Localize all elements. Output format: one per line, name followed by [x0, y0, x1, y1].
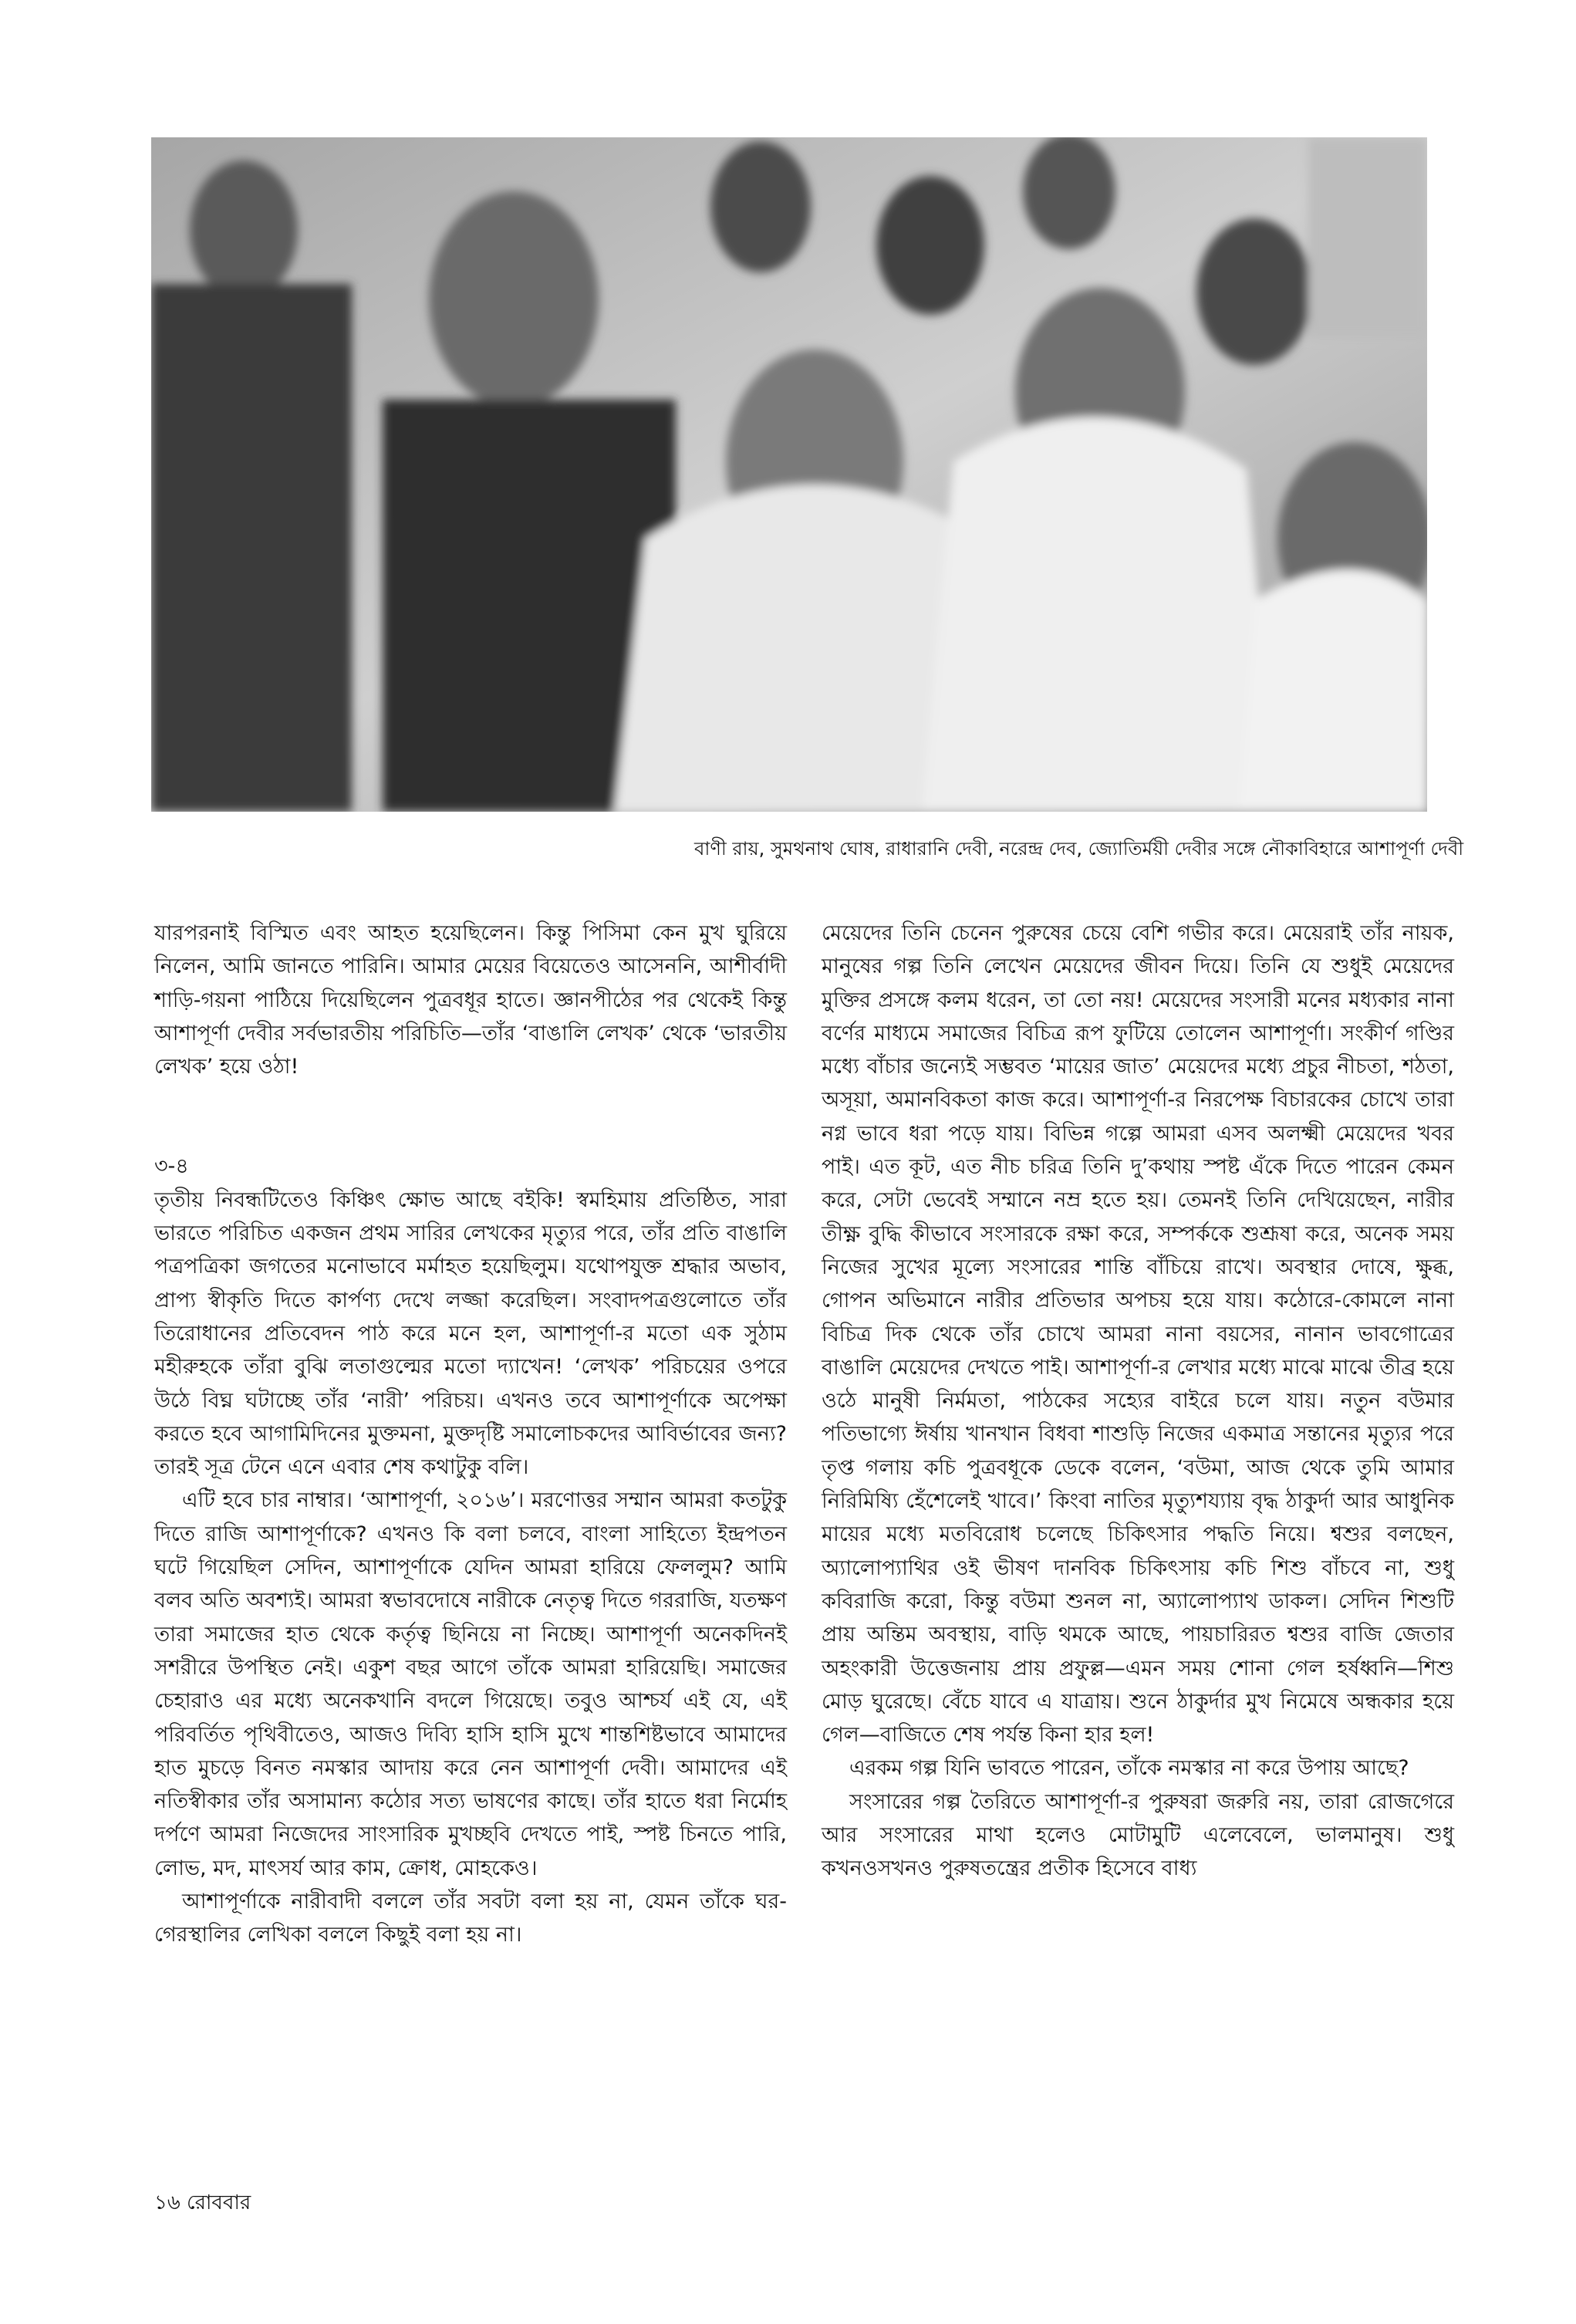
paragraph-section-2: এটি হবে চার নাম্বার। ‘আশাপূর্ণা, ২০১৬’। মরণোত্তর সম্মান আমরা কতটুকু দিতে রাজি আশাপূর্ণাকে? এখনও কি বলা চলবে, বাংলা সাহিত্যে ইন্দ্রপতন ঘটে গিয়েছিল সেদিন, আশাপূর্ণাকে যেদিন আমরা হারিয়ে ফেললুম? আমি বলব অতি অবশ্যই। আমরা স্বভাবদোষে নারীকে নেতৃত্ব দিতে গররাজি, যতক্ষণ তারা সমাজের হাত থেকে কর্তৃত্ব ছিনিয়ে না নিচ্ছে। আশাপূর্ণা অনেকদিনই সশরীরে উপস্থিত নেই। একুশ বছর আগে তাঁকে আমরা হারিয়েছি। সমাজের চেহারাও এর মধ্যে অনেকখানি বদলে গিয়েছে। তবুও আশ্চর্য এই যে, এই পরিবর্তিত পৃথিবীতেও, আজও দিব্যি হাসি হাসি মুখে শান্তশিষ্টভাবে আমাদের হাত মুচড়ে বিনত নমস্কার আদায় করে নেন আশাপূর্ণা দেবী। আমাদের এই নতিস্বীকার তাঁর অসামান্য কঠোর সত্য ভাষণের কাছে। তাঁর হাতে ধরা নির্মোহ দর্পণে আমরা নিজেদের সাংসারিক মুখচ্ছবি দেখতে পাই, স্পষ্ট চিনতে পারি, লোভ, মদ, মাৎসর্য আর কাম, ক্রোধ, মোহকেও।: [154, 1488, 787, 1880]
paragraph-section-1: তৃতীয় নিবন্ধটিতেও কিঞ্চিৎ ক্ষোভ আছে বইকি! স্বমহিমায় প্রতিষ্ঠিত, সারা ভারতে পরিচিত একজন প্রথম সারির লেখকের মৃত্যুর পরে, তাঁর প্রতি বাঙালি পত্রপত্রিকা জগতের মনোভাবে মর্মাহত হয়েছিলুম। যথোপযুক্ত শ্রদ্ধার অভাব, প্রাপ্য স্বীকৃতি দিতে কার্পণ্য দেখে লজ্জা করেছিল। সংবাদপত্রগুলোতে তাঁর তিরোধানের প্রতিবেদন পাঠ করে মনে হল, আশাপূর্ণা-র মতো এক সুঠাম মহীরুহকে তাঁরা বুঝি লতাগুল্মের মতো দ্যাখেন! ‘লেখক’ পরিচয়ের ওপরে উঠে বিঘ্ন ঘটাচ্ছে তাঁর ‘নারী’ পরিচয়। এখনও তবে আশাপূর্ণাকে অপেক্ষা করতে হবে আগামিদিনের মুক্তমনা, মুক্তদৃষ্টি সমালোচকদের আবির্ভাবের জন্য? তারই সূত্র টেনে এনে এবার শেষ কথাটুকু বলি।: [154, 1187, 787, 1480]
section-number: ৩-৪: [154, 1154, 189, 1179]
article-left-column: [154, 917, 787, 1952]
paragraph-intro: যারপরনাই বিস্মিত এবং আহত হয়েছিলেন। কিন্তু পিসিমা কেন মুখ ঘুরিয়ে নিলেন, আমি জানতে পারিনি। আমার মেয়ের বিয়েতেও আসেননি, আশীর্বাদী শাড়ি-গয়না পাঠিয়ে দিয়েছিলেন পুত্রবধূর হাতে। জ্ঞানপীঠের পর থেকেই কিন্তু আশাপূর্ণা দেবীর সর্বভারতীয় পরিচিতি—তাঁর ‘বাঙালি লেখক’ থেকে ‘ভারতীয় লেখক’ হয়ে ওঠা!: [154, 921, 787, 1079]
group-photo: [151, 137, 1427, 812]
paragraph-right-2: এরকম গল্প যিনি ভাবতে পারেন, তাঁকে নমস্কার না করে উপায় আছে?: [849, 1756, 1409, 1781]
photo-caption: বাণী রায়, সুমথনাথ ঘোষ, রাধারানি দেবী, নরেন্দ্র দেব, জ্যোতির্ময়ী দেবীর সঙ্গে নৌকাবিহারে আশাপূর্ণা দেবী: [694, 838, 1464, 860]
paragraph-right-3: সংসারের গল্প তৈরিতে আশাপূর্ণা-র পুরুষরা জরুরি নয়, তারা রোজগেরে আর সংসারের মাথা হলেও মোটামুটি এলেবেলে, ভালমানুষ। শুধু কখনওসখনও পুরুষতন্ত্রের প্রতীক হিসেবে বাধ্য: [822, 1789, 1454, 1881]
page-footer: ১৬ রোববার: [154, 2191, 251, 2214]
paragraph-right-1: মেয়েদের তিনি চেনেন পুরুষের চেয়ে বেশি গভীর করে। মেয়েরাই তাঁর নায়ক, মানুষের গল্প তিনি লেখেন মেয়েদের জীবন দিয়ে। তিনি যে শুধুই মেয়েদের মুক্তির প্রসঙ্গে কলম ধরেন, তা তো নয়! মেয়েদের সংসারী মনের মধ্যকার নানা বর্ণের মাধ্যমে সমাজের বিচিত্র রূপ ফুটিয়ে তোলেন আশাপূর্ণা। সংকীর্ণ গণ্ডির মধ্যে বাঁচার জন্যেই সম্ভবত ‘মায়ের জাত’ মেয়েদের মধ্যে প্রচুর নীচতা, শঠতা, অসূয়া, অমানবিকতা কাজ করে। আশাপূর্ণা-র নিরপেক্ষ বিচারকের চোখে তারা নগ্ন ভাবে ধরা পড়ে যায়। বিভিন্ন গল্পে আমরা এসব অলক্ষ্মী মেয়েদের খবর পাই। এত কূট, এত নীচ চরিত্র তিনি দু’কথায় স্পষ্ট এঁকে দিতে পারেন কেমন করে, সেটা ভেবেই সম্মানে নম্র হতে হয়। তেমনই তিনি দেখিয়েছেন, নারীর তীক্ষ্ণ বুদ্ধি কীভাবে সংসারকে রক্ষা করে, সম্পর্ককে শুশ্রূষা করে, অনেক সময় নিজের সুখের মূল্যে সংসারের শান্তি বাঁচিয়ে রাখে। অবস্থার দোষে, ক্ষুব্ধ, গোপন অভিমানে নারীর প্রতিভার অপচয় হয়ে যায়। কঠোরে-কোমলে নানা বিচিত্র দিক থেকে তাঁর চোখে আমরা নানা বয়সের, নানান ভাবগোত্রের বাঙালি মেয়েদের দেখতে পাই। আশাপূর্ণা-র লেখার মধ্যে মাঝে মাঝে তীব্র হয়ে ওঠে মানুষী নির্মমতা, পাঠকের সহ্যের বাইরে চলে যায়। নতুন বউমার পতিভাগ্যে ঈর্ষায় খানখান বিধবা শাশুড়ি নিজের একমাত্র সন্তানের মৃত্যুর পরে তৃপ্ত গলায় কচি পুত্রবধূকে ডেকে বলেন, ‘বউমা, আজ থেকে তুমি আমার নিরিমিষ্যি হেঁশেলেই খাবে।’ কিংবা নাতির মৃত্যুশয্যায় বৃদ্ধ ঠাকুর্দা আর আধুনিক মায়ের মধ্যে মতবিরোধ চলেছে চিকিৎসার পদ্ধতি নিয়ে। শ্বশুর বলছেন, অ্যালোপ্যাথির ওই ভীষণ দানবিক চিকিৎসায় কচি শিশু বাঁচবে না, শুধু কবিরাজি করো, কিন্তু বউমা শুনল না, অ্যালোপ্যাথ ডাকল। সেদিন শিশুটি প্রায় অন্তিম অবস্থায়, বাড়ি থমকে আছে, পায়চারিরত শ্বশুর বাজি জেতার অহংকারী উত্তেজনায় প্রায় প্রফুল্ল—এমন সময় শোনা গেল হর্ষধ্বনি—শিশু মোড় ঘুরেছে। বেঁচে যাবে এ যাত্রায়। শুনে ঠাকুর্দার মুখ নিমেষে অন্ধকার হয়ে গেল—বাজিতে শেষ পর্যন্ত কিনা হার হল!: [822, 921, 1454, 1748]
paragraph-section-3: আশাপূর্ণাকে নারীবাদী বললে তাঁর সবটা বলা হয় না, যেমন তাঁকে ঘর-গেরস্থালির লেখিকা বললে কিছুই বলা হয় না।: [154, 1890, 787, 1947]
article-right-column: [822, 917, 1454, 1886]
